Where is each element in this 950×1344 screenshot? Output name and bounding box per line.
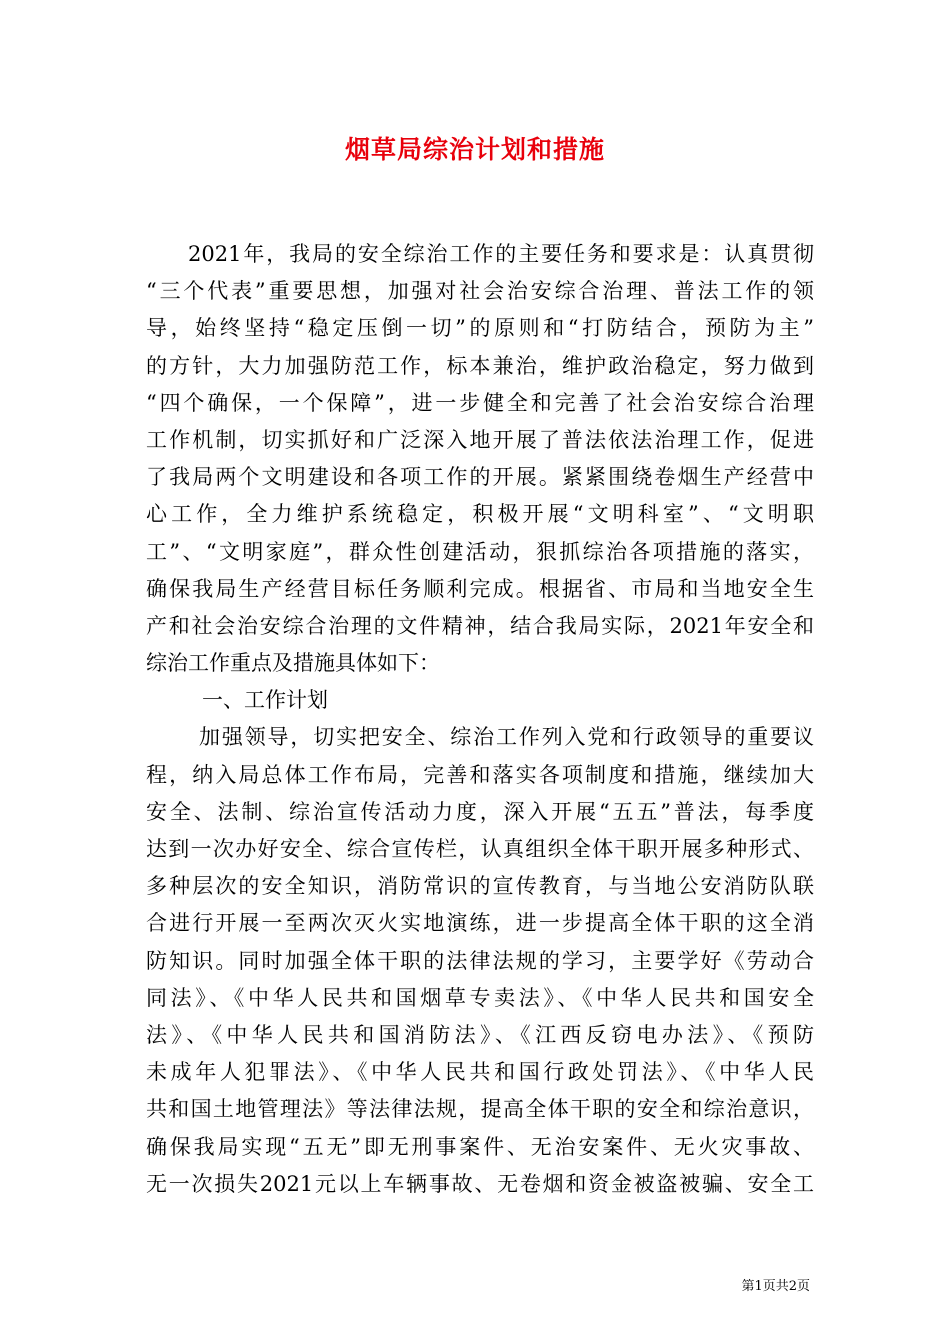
- page-indicator: 第1页共2页: [741, 1279, 810, 1294]
- paragraph-line: 确保我局实现“五无”即无刑事案件、无治安案件、无火灾事故、: [146, 1134, 814, 1159]
- paragraph-line: 共和国土地管理法》等法律法规，提高全体干职的安全和综治意识，: [146, 1097, 814, 1122]
- paragraph-line: “四个确保，一个保障”，进一步健全和完善了社会治安综合治理: [146, 390, 814, 415]
- paragraph-line: 同法》、《中华人民共和国烟草专卖法》、《中华人民共和国安全: [146, 985, 814, 1010]
- paragraph-line: 程，纳入局总体工作布局，完善和落实各项制度和措施，继续加大: [146, 762, 814, 787]
- paragraph-line: 确保我局生产经营目标任务顺利完成。根据省、市局和当地安全生: [146, 576, 814, 601]
- paragraph-line: 达到一次办好安全、综合宣传栏，认真组织全体干职开展多种形式、: [146, 837, 814, 861]
- paragraph-line: 加强领导，切实把安全、综治工作列入党和行政领导的重要议: [199, 725, 814, 750]
- section-heading: 一、工作计划: [202, 688, 328, 713]
- paragraph-line: 综治工作重点及措施具体如下：: [146, 651, 440, 676]
- paragraph-line: 合进行开展一至两次灭火实地演练，进一步提高全体干职的这全消: [146, 911, 814, 936]
- paragraph-line: 无一次损失2021元以上车辆事故、无卷烟和资金被盗被骗、安全工: [146, 1171, 814, 1196]
- paragraph-line: 的方针，大力加强防范工作，标本兼治，维护政治稳定，努力做到: [146, 353, 814, 378]
- paragraph-line: “三个代表”重要思想，加强对社会治安综合治理、普法工作的领: [146, 279, 814, 304]
- paragraph-line: 安全、法制、综治宣传活动力度，深入开展“五五”普法，每季度: [146, 799, 814, 824]
- paragraph-line: 工作机制，切实抓好和广泛深入地开展了普法依法治理工作，促进: [146, 427, 814, 452]
- paragraph-line: 产和社会治安综合治理的文件精神，结合我局实际，2021年安全和: [146, 613, 814, 638]
- paragraph-line: 多种层次的安全知识，消防常识的宣传教育，与当地公安消防队联: [146, 874, 814, 899]
- paragraph-line: 了我局两个文明建设和各项工作的开展。紧紧围绕卷烟生产经营中: [146, 465, 814, 490]
- paragraph-line: 心工作，全力维护系统稳定，积极开展“文明科室”、“文明职: [146, 502, 814, 527]
- paragraph-line: 法》、《中华人民共和国消防法》、《江西反窃电办法》、《预防: [146, 1022, 814, 1047]
- paragraph-line: 2021年，我局的安全综治工作的主要任务和要求是：认真贯彻: [188, 242, 814, 266]
- document-body: [146, 236, 814, 1203]
- paragraph-line: 防知识。同时加强全体干职的法律法规的学习，主要学好《劳动合: [146, 948, 814, 973]
- document-title: 烟草局综治计划和措施: [344, 135, 605, 164]
- paragraph-line: 未成年人犯罪法》、《中华人民共和国行政处罚法》、《中华人民: [146, 1060, 814, 1085]
- paragraph-line: 工”、“文明家庭”，群众性创建活动，狠抓综治各项措施的落实，: [146, 539, 814, 564]
- paragraph-line: 导，始终坚持“稳定压倒一切”的原则和“打防结合，预防为主”: [146, 316, 814, 341]
